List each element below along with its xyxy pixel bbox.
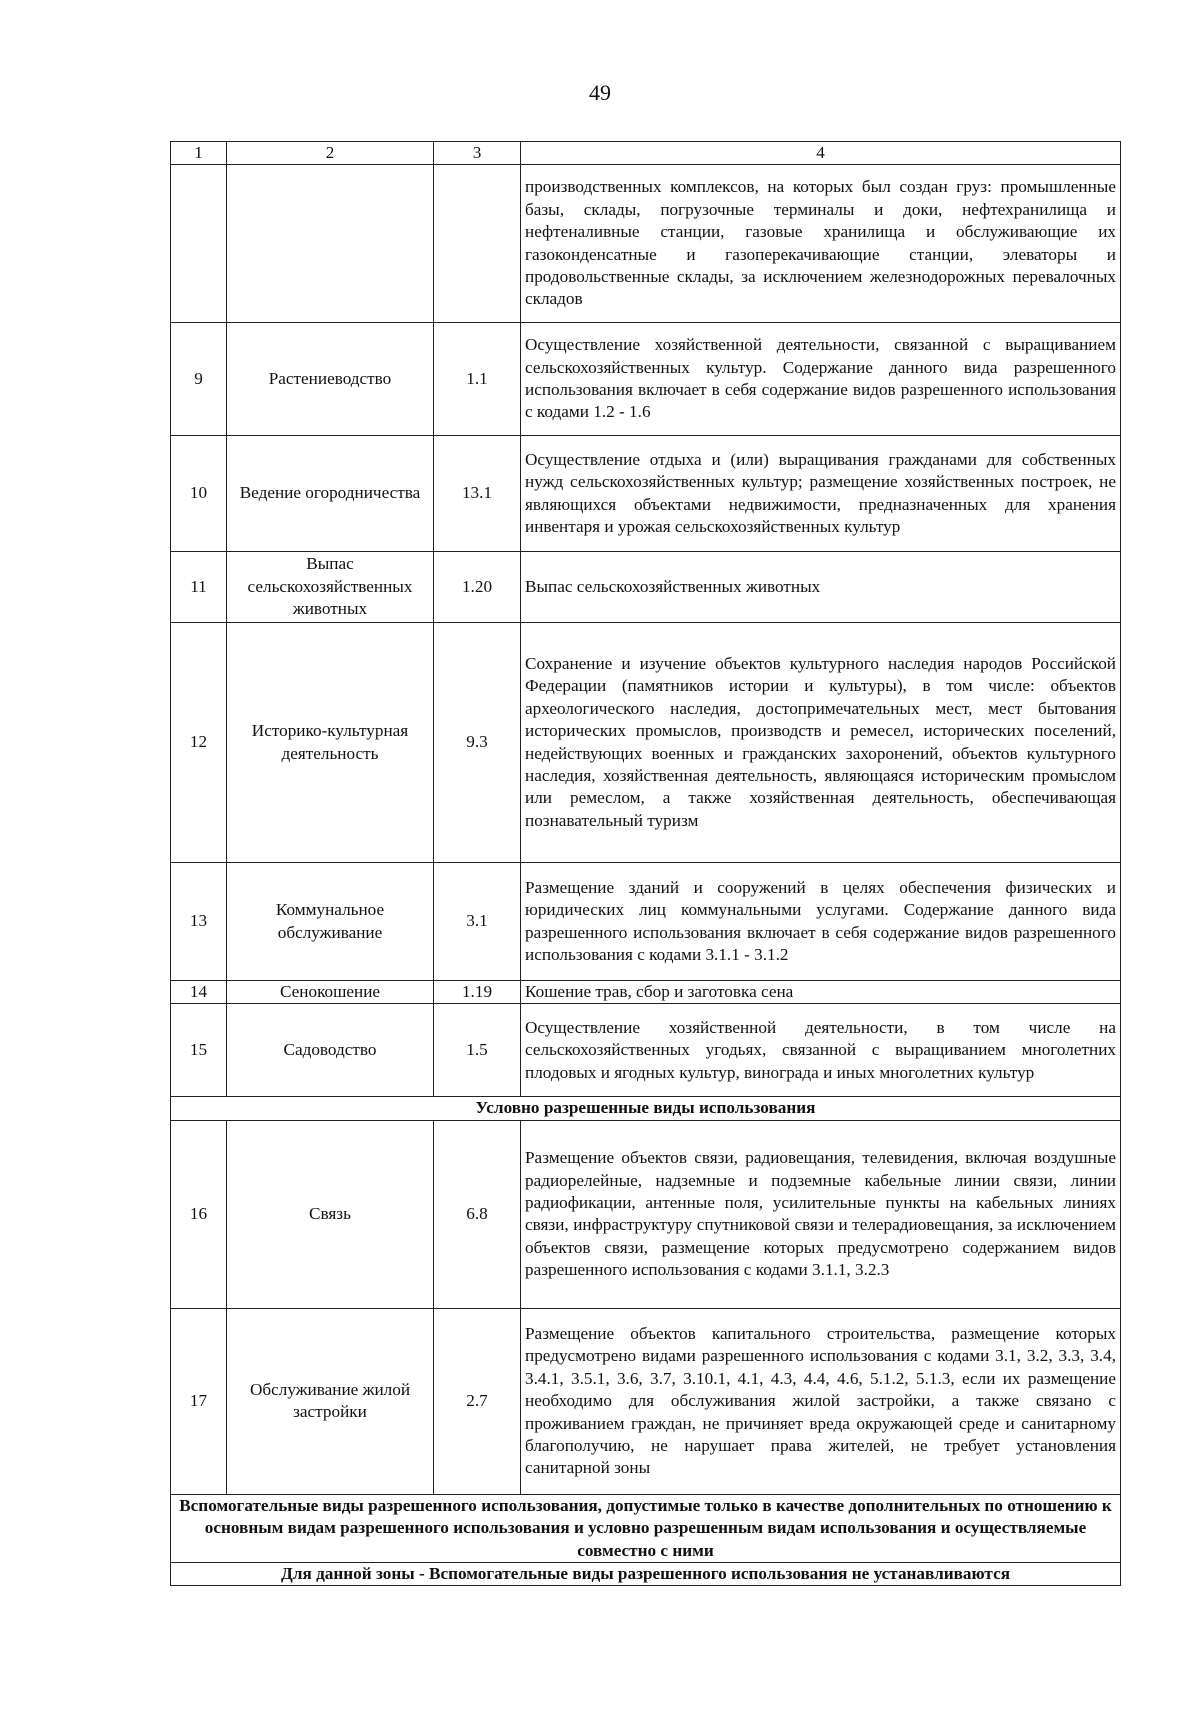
use-code xyxy=(434,165,521,323)
use-name: Растениеводство xyxy=(227,323,434,436)
section-heading-row xyxy=(171,1097,1121,1120)
row-number: 14 xyxy=(171,981,227,1004)
page-number: 49 xyxy=(589,80,611,105)
row-number xyxy=(171,165,227,323)
use-description: Размещение зданий и сооружений в целях обеспечения физических и юридических лиц коммунальными услугами. Содержание данного вида разрешенного использования включает в себя содержание видов разрешенного использования с кодами 3.1.1 - 3.1.2 xyxy=(521,863,1121,981)
use-description: Кошение трав, сбор и заготовка сена xyxy=(521,981,1121,1004)
row-number: 12 xyxy=(171,623,227,863)
use-code: 6.8 xyxy=(434,1120,521,1308)
table-row-continuation xyxy=(171,165,1121,323)
use-name xyxy=(227,165,434,323)
row-number: 9 xyxy=(171,323,227,436)
auxiliary-uses-heading: Вспомогательные виды разрешенного использования, допустимые только в качестве дополнительных по отношению к основным видам разрешенного использования и условно разрешенным видам использования и осуществляемые совместно с ними xyxy=(171,1494,1121,1562)
use-code: 1.19 xyxy=(434,981,521,1004)
table-row xyxy=(171,323,1121,436)
use-name: Сенокошение xyxy=(227,981,434,1004)
use-code: 2.7 xyxy=(434,1308,521,1494)
use-description: Осуществление отдыха и (или) выращивания гражданами для собственных нужд сельскохозяйственных культур; размещение хозяйственных построек, не являющихся объектами недвижимости, предназначенных для хранения инвентаря и урожая сельскохозяйственных культур xyxy=(521,436,1121,552)
use-name: Ведение огородничества xyxy=(227,436,434,552)
use-description: Размещение объектов капитального строительства, размещение которых предусмотрено видами разрешенного использования с кодами 3.1, 3.2, 3.3, 3.4, 3.4.1, 3.5.1, 3.6, 3.7, 3.10.1, 4.1, 4.3, 4.4, 4.6, 5.1.2, 5.1.3, если их размещение необходимо для обслуживания жилой застройки, а также связано с проживанием граждан, не причиняет вреда окружающей среде и санитарному благополучию, не нарушает права жителей, не требует установления санитарной зоны xyxy=(521,1308,1121,1494)
auxiliary-uses-note xyxy=(171,1563,1121,1586)
use-code: 1.5 xyxy=(434,1004,521,1097)
row-number: 11 xyxy=(171,552,227,623)
auxiliary-note-text: Для данной зоны - Вспомогательные виды разрешенного использования xyxy=(281,1564,848,1584)
use-code: 13.1 xyxy=(434,436,521,552)
use-name: Обслуживание жилой застройки xyxy=(227,1308,434,1494)
column-header: 1 xyxy=(171,142,227,165)
use-description: Осуществление хозяйственной деятельности, в том числе на сельскохозяйственных угодьях, связанной с выращиванием многолетних плодовых и ягодных культур, винограда и иных многолетних культур xyxy=(521,1004,1121,1097)
use-description: производственных комплексов, на которых был создан груз: промышленные базы, склады, погрузочные терминалы и доки, нефтехранилища и нефтеналивные станции, газовые хранилища и обслуживающие их газоконденсатные и газоперекачивающие станции, элеваторы и продовольственные склады, за исключением железнодорожных перевалочных складов xyxy=(521,165,1121,323)
table-row xyxy=(171,1120,1121,1308)
use-code: 1.1 xyxy=(434,323,521,436)
use-name: Коммунальное обслуживание xyxy=(227,863,434,981)
use-code: 1.20 xyxy=(434,552,521,623)
section-heading-row xyxy=(171,1494,1121,1562)
use-description: Осуществление хозяйственной деятельности, связанной с выращиванием сельскохозяйственных культур. Содержание данного вида разрешенного использования включает в себя содержание видов разрешенного использования с кодами 1.2 - 1.6 xyxy=(521,323,1121,436)
table-row xyxy=(171,981,1121,1004)
use-name: Историко-культурная деятельность xyxy=(227,623,434,863)
table-row xyxy=(171,552,1121,623)
table-row xyxy=(171,1308,1121,1494)
table-row xyxy=(171,436,1121,552)
use-name: Связь xyxy=(227,1120,434,1308)
table-row xyxy=(171,1004,1121,1097)
table-row xyxy=(171,863,1121,981)
column-header: 4 xyxy=(521,142,1121,165)
use-description: Сохранение и изучение объектов культурного наследия народов Российской Федерации (памятников истории и культуры), в том числе: объектов археологического наследия, достопримечательных мест, мест бытования исторических промыслов, производств и ремесел, исторических поселений, недействующих военных и гражданских захоронений, объектов культурного наследия, хозяйственная деятельность, являющаяся историческим промыслом или ремеслом, а также хозяйственная деятельность, обеспечивающая познавательный туризм xyxy=(521,623,1121,863)
row-number: 10 xyxy=(171,436,227,552)
use-name: Выпас сельскохозяйственных животных xyxy=(227,552,434,623)
note-row xyxy=(171,1563,1121,1586)
row-number: 15 xyxy=(171,1004,227,1097)
use-name: Садоводство xyxy=(227,1004,434,1097)
row-number: 17 xyxy=(171,1308,227,1494)
table-row xyxy=(171,623,1121,863)
row-number: 13 xyxy=(171,863,227,981)
use-description: Выпас сельскохозяйственных животных xyxy=(521,552,1121,623)
conditional-uses-heading: Условно разрешенные виды использования xyxy=(171,1097,1121,1120)
table-header-row xyxy=(171,142,1121,165)
use-description: Размещение объектов связи, радиовещания, телевидения, включая воздушные радиорелейные, надземные и подземные кабельные линии связи, линии радиофикации, антенные поля, усилительные пункты на кабельных линиях связи, инфраструктуру спутниковой связи и телерадиовещания, за исключением объектов связи, размещение которых предусмотрено содержанием видов разрешенного использования с кодами 3.1.1, 3.2.3 xyxy=(521,1120,1121,1308)
use-code: 3.1 xyxy=(434,863,521,981)
permitted-use-table xyxy=(170,141,1121,1586)
use-code: 9.3 xyxy=(434,623,521,863)
column-header: 2 xyxy=(227,142,434,165)
auxiliary-note-emphasis: не устанавливаются xyxy=(851,1564,1010,1584)
row-number: 16 xyxy=(171,1120,227,1308)
column-header: 3 xyxy=(434,142,521,165)
